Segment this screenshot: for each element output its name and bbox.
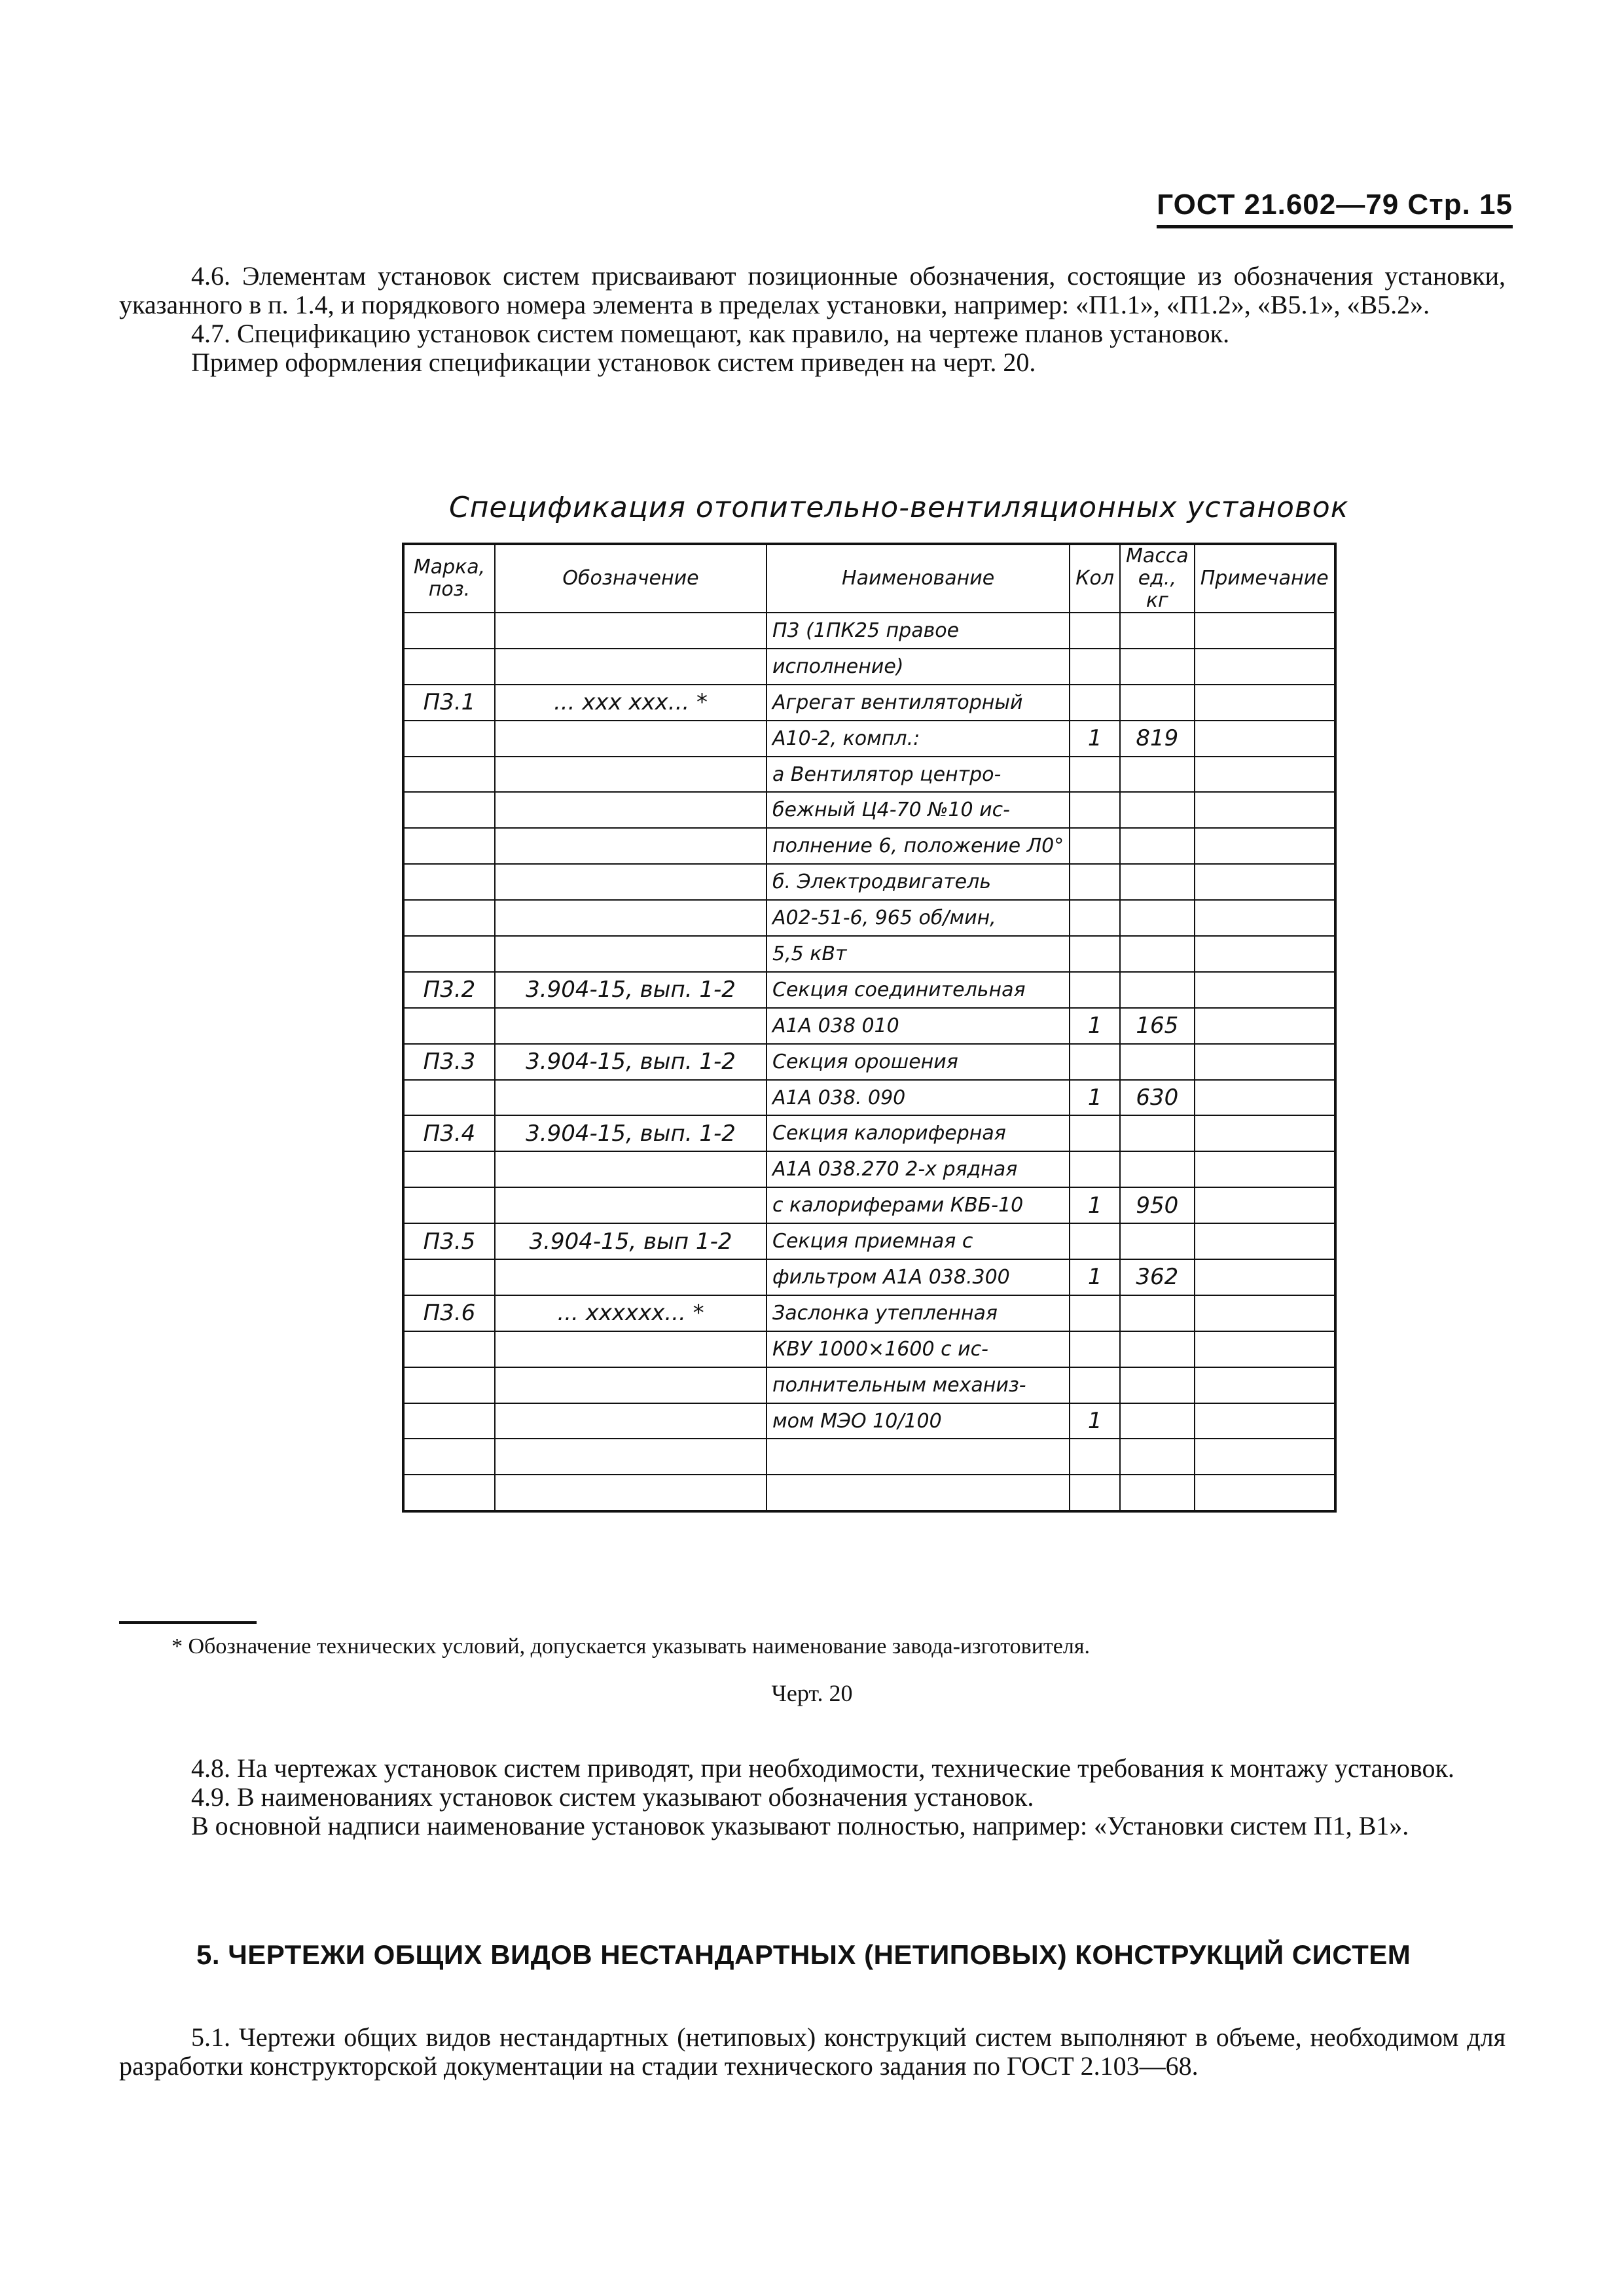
cell-note: [1195, 1223, 1335, 1259]
cell-mass: [1120, 864, 1195, 900]
cell-designation: [495, 1151, 767, 1187]
cell-mark: [403, 721, 495, 757]
footnote-rule: [119, 1621, 257, 1624]
cell-name: Агрегат вентиляторный: [767, 685, 1070, 721]
paragraph-4-6: 4.6. Элементам установок систем присваивают позиционные обозначения, состоящие из обозначения установки, указанного в п. 1.4, и порядкового номера элемента в пределах установки, например: «П1.1», «П1.2», «В5.1», «В5.2».: [119, 261, 1506, 319]
cell-note: [1195, 757, 1335, 793]
cell-name: П3 (1ПК25 правое: [767, 613, 1070, 649]
cell-mass: 630: [1120, 1080, 1195, 1116]
table-row: [403, 1403, 1335, 1439]
cell-designation: [495, 1403, 767, 1439]
cell-note: [1195, 1295, 1335, 1331]
cell-mark: [403, 1008, 495, 1044]
cell-mark: [403, 1080, 495, 1116]
cell-name: с калориферами КВБ-10: [767, 1187, 1070, 1223]
cell-designation: 3.904-15, вып. 1-2: [495, 1115, 767, 1151]
cell-designation: ... хххххх... *: [495, 1295, 767, 1331]
figure-caption: Черт. 20: [771, 1680, 853, 1706]
cell-mass: [1120, 1403, 1195, 1439]
cell-designation: [495, 757, 767, 793]
cell-name: Секция приемная с: [767, 1223, 1070, 1259]
cell-quantity: [1070, 1439, 1120, 1475]
cell-quantity: [1070, 1331, 1120, 1367]
cell-note: [1195, 900, 1335, 936]
cell-mark: П3.6: [403, 1295, 495, 1331]
cell-quantity: [1070, 757, 1120, 793]
cell-mass: 950: [1120, 1187, 1195, 1223]
column-header-quantity: Кол: [1070, 544, 1120, 613]
cell-designation: [495, 1367, 767, 1403]
cell-mark: П3.4: [403, 1115, 495, 1151]
cell-mass: [1120, 1223, 1195, 1259]
cell-mass: [1120, 792, 1195, 828]
cell-note: [1195, 936, 1335, 972]
cell-quantity: [1070, 792, 1120, 828]
cell-quantity: [1070, 649, 1120, 685]
paragraph-5-1: 5.1. Чертежи общих видов нестандартных (нетиповых) конструкций систем выполняют в объеме, необходимом для разработки конструкторской документации на стадии технического задания по ГОСТ 2.103—68.: [119, 2022, 1506, 2081]
table-row: [403, 1367, 1335, 1403]
cell-name: Секция соединительная: [767, 972, 1070, 1008]
paragraph-4-9: 4.9. В наименованиях установок систем указывают обозначения установок.: [191, 1782, 1034, 1812]
cell-mark: П3.2: [403, 972, 495, 1008]
cell-quantity: [1070, 1151, 1120, 1187]
table-row: [403, 900, 1335, 936]
cell-name: Секция калориферная: [767, 1115, 1070, 1151]
cell-name: А1А 038.270 2-х рядная: [767, 1151, 1070, 1187]
cell-mass: [1120, 1295, 1195, 1331]
table-row: [403, 649, 1335, 685]
cell-mark: [403, 1259, 495, 1295]
cell-note: [1195, 1403, 1335, 1439]
column-header-name: Наименование: [767, 544, 1070, 613]
cell-designation: [495, 1008, 767, 1044]
cell-name: мом МЭО 10/100: [767, 1403, 1070, 1439]
cell-mark: [403, 864, 495, 900]
table-row: [403, 721, 1335, 757]
cell-name: а Вентилятор центро-: [767, 757, 1070, 793]
cell-quantity: [1070, 685, 1120, 721]
cell-mass: [1120, 1439, 1195, 1475]
cell-mass: [1120, 649, 1195, 685]
table-row: [403, 1151, 1335, 1187]
cell-name: А1А 038. 090: [767, 1080, 1070, 1116]
table-row: [403, 1259, 1335, 1295]
cell-mark: [403, 649, 495, 685]
cell-note: [1195, 1331, 1335, 1367]
table-row: [403, 685, 1335, 721]
table-row: [403, 792, 1335, 828]
cell-name: А02-51-6, 965 об/мин,: [767, 900, 1070, 936]
cell-mass: 362: [1120, 1259, 1195, 1295]
cell-name: [767, 1475, 1070, 1511]
cell-designation: [495, 1187, 767, 1223]
cell-mark: [403, 1187, 495, 1223]
cell-quantity: 1: [1070, 1403, 1120, 1439]
paragraph-example: Пример оформления спецификации установок систем приведен на черт. 20.: [191, 348, 1036, 377]
cell-name: б. Электродвигатель: [767, 864, 1070, 900]
table-row: [403, 757, 1335, 793]
column-header-mark: Марка, поз.: [403, 544, 495, 613]
cell-mark: [403, 1367, 495, 1403]
cell-mass: [1120, 936, 1195, 972]
cell-designation: [495, 792, 767, 828]
cell-note: [1195, 1008, 1335, 1044]
cell-designation: 3.904-15, вып. 1-2: [495, 972, 767, 1008]
paragraphs-middle: [119, 1754, 1506, 1840]
cell-note: [1195, 1151, 1335, 1187]
paragraph-main-inscription: В основной надписи наименование установок указывают полностью, например: «Установки систем П1, В1».: [191, 1811, 1409, 1840]
cell-mark: [403, 828, 495, 864]
cell-name: А10-2, компл.:: [767, 721, 1070, 757]
page-header: ГОСТ 21.602—79 Стр. 15: [1157, 188, 1513, 228]
section-heading: 5. ЧЕРТЕЖИ ОБЩИХ ВИДОВ НЕСТАНДАРТНЫХ (НЕТИПОВЫХ) КОНСТРУКЦИЙ СИСТЕМ: [196, 1939, 1411, 1970]
cell-name: Заслонка утепленная: [767, 1295, 1070, 1331]
table-row: [403, 1115, 1335, 1151]
cell-quantity: [1070, 1223, 1120, 1259]
cell-note: [1195, 828, 1335, 864]
cell-mark: [403, 792, 495, 828]
specification-table: [402, 543, 1337, 1513]
column-header-designation: Обозначение: [495, 544, 767, 613]
table-row: [403, 1044, 1335, 1080]
cell-mass: 819: [1120, 721, 1195, 757]
table-row: [403, 1187, 1335, 1223]
cell-mass: [1120, 1475, 1195, 1511]
cell-quantity: [1070, 1115, 1120, 1151]
paragraphs-top: [119, 262, 1506, 377]
cell-designation: [495, 936, 767, 972]
cell-note: [1195, 1439, 1335, 1475]
cell-designation: [495, 864, 767, 900]
cell-note: [1195, 1044, 1335, 1080]
cell-designation: [495, 1331, 767, 1367]
cell-name: полнение 6, положение Л0°: [767, 828, 1070, 864]
cell-mass: [1120, 1367, 1195, 1403]
cell-mark: П3.1: [403, 685, 495, 721]
footnote: * Обозначение технических условий, допускается указывать наименование завода-изготовителя.: [171, 1634, 1090, 1659]
cell-note: [1195, 1475, 1335, 1511]
table-row: [403, 1295, 1335, 1331]
cell-designation: [495, 1475, 767, 1511]
cell-note: [1195, 1187, 1335, 1223]
cell-mass: [1120, 972, 1195, 1008]
cell-name: исполнение): [767, 649, 1070, 685]
cell-mass: [1120, 685, 1195, 721]
paragraphs-bottom: [119, 2023, 1506, 2081]
cell-mark: [403, 1475, 495, 1511]
cell-designation: ... ххх ххх... *: [495, 685, 767, 721]
cell-mark: [403, 613, 495, 649]
cell-quantity: 1: [1070, 721, 1120, 757]
table-row: [403, 1008, 1335, 1044]
cell-note: [1195, 792, 1335, 828]
table-row: [403, 972, 1335, 1008]
column-header-note: Примечание: [1195, 544, 1335, 613]
cell-mass: [1120, 1151, 1195, 1187]
paragraph-4-8: 4.8. На чертежах установок систем приводят, при необходимости, технические требования к монтажу установок.: [191, 1753, 1454, 1783]
cell-note: [1195, 1080, 1335, 1116]
paragraph-4-7: 4.7. Спецификацию установок систем помещают, как правило, на чертеже планов установок.: [191, 319, 1230, 348]
cell-mass: 165: [1120, 1008, 1195, 1044]
column-header-mass: Масса ед., кг: [1120, 544, 1195, 613]
cell-name: КВУ 1000×1600 с ис-: [767, 1331, 1070, 1367]
cell-quantity: 1: [1070, 1008, 1120, 1044]
table-row: [403, 613, 1335, 649]
cell-quantity: [1070, 1044, 1120, 1080]
cell-quantity: 1: [1070, 1187, 1120, 1223]
table-row: [403, 1331, 1335, 1367]
cell-note: [1195, 972, 1335, 1008]
cell-mass: [1120, 1044, 1195, 1080]
cell-note: [1195, 1259, 1335, 1295]
cell-note: [1195, 613, 1335, 649]
table-title: Спецификация отопительно-вентиляционных установок: [449, 491, 1349, 524]
table-row: [403, 864, 1335, 900]
cell-designation: [495, 649, 767, 685]
table-header-row: [403, 544, 1335, 613]
cell-mass: [1120, 900, 1195, 936]
cell-mass: [1120, 1331, 1195, 1367]
cell-quantity: [1070, 1295, 1120, 1331]
cell-note: [1195, 864, 1335, 900]
cell-note: [1195, 721, 1335, 757]
cell-quantity: [1070, 936, 1120, 972]
cell-designation: [495, 900, 767, 936]
cell-quantity: [1070, 613, 1120, 649]
table-row: [403, 1223, 1335, 1259]
cell-mark: [403, 1439, 495, 1475]
table-row: [403, 1439, 1335, 1475]
table-body: [403, 613, 1335, 1511]
cell-quantity: [1070, 1367, 1120, 1403]
cell-quantity: [1070, 972, 1120, 1008]
cell-name: полнительным механиз-: [767, 1367, 1070, 1403]
table-row: [403, 1080, 1335, 1116]
cell-designation: [495, 1259, 767, 1295]
cell-note: [1195, 1367, 1335, 1403]
cell-mark: [403, 1331, 495, 1367]
cell-mass: [1120, 613, 1195, 649]
cell-designation: [495, 613, 767, 649]
cell-name: фильтром А1А 038.300: [767, 1259, 1070, 1295]
cell-mark: П3.3: [403, 1044, 495, 1080]
cell-mark: [403, 900, 495, 936]
cell-name: Секция орошения: [767, 1044, 1070, 1080]
cell-mark: П3.5: [403, 1223, 495, 1259]
cell-quantity: [1070, 828, 1120, 864]
cell-note: [1195, 649, 1335, 685]
cell-name: А1А 038 010: [767, 1008, 1070, 1044]
cell-name: бежный Ц4-70 №10 ис-: [767, 792, 1070, 828]
cell-mark: [403, 936, 495, 972]
cell-quantity: [1070, 864, 1120, 900]
cell-note: [1195, 685, 1335, 721]
cell-mark: [403, 757, 495, 793]
cell-quantity: [1070, 1475, 1120, 1511]
table-row: [403, 936, 1335, 972]
cell-quantity: [1070, 900, 1120, 936]
cell-mass: [1120, 1115, 1195, 1151]
cell-mark: [403, 1151, 495, 1187]
cell-mass: [1120, 828, 1195, 864]
cell-mark: [403, 1403, 495, 1439]
cell-designation: [495, 828, 767, 864]
table-row: [403, 1475, 1335, 1511]
cell-name: 5,5 кВт: [767, 936, 1070, 972]
cell-designation: [495, 721, 767, 757]
cell-designation: 3.904-15, вып. 1-2: [495, 1044, 767, 1080]
cell-mass: [1120, 757, 1195, 793]
cell-note: [1195, 1115, 1335, 1151]
table-row: [403, 828, 1335, 864]
cell-designation: 3.904-15, вып 1-2: [495, 1223, 767, 1259]
cell-quantity: 1: [1070, 1080, 1120, 1116]
cell-name: [767, 1439, 1070, 1475]
cell-designation: [495, 1080, 767, 1116]
cell-quantity: 1: [1070, 1259, 1120, 1295]
cell-designation: [495, 1439, 767, 1475]
